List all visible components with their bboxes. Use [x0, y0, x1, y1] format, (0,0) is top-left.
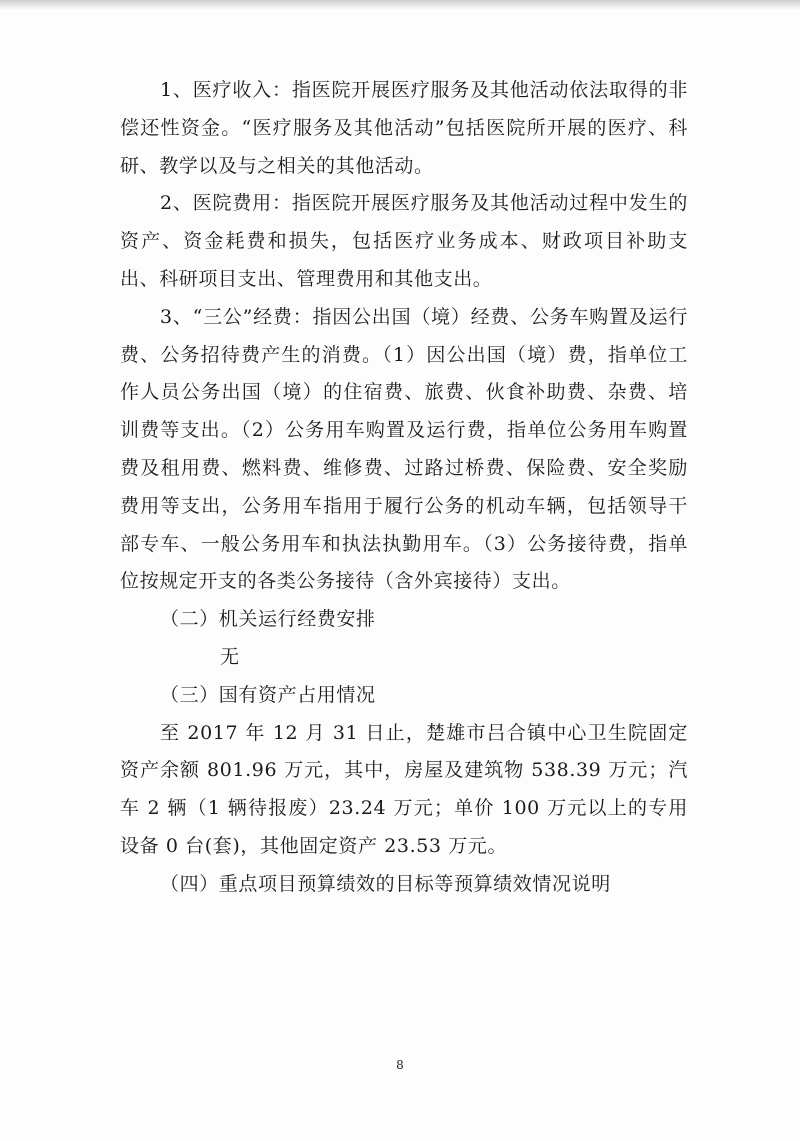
section-heading-state-assets: （三）国有资产占用情况	[160, 683, 376, 706]
paragraph-three-public-expenses: 3、“三公”经费：指因公出国（境）经费、公务车购置及运行费、公务招待费产生的消费。（1）因公出国（境）费，指单位工作人员公务出国（境）的住宿费、旅费、伙食补助费、杂费、培训费等支出。（2）公务用车购置及运行费，指单位公务用车购置费及租用费、燃料费、维修费、过路过桥费、保险费、安全奖励费用等支出，公务用车指用于履行公务的机动车辆，包括领导干部专车、一般公务用车和执法执勤用车。（3）公务接待费，指单位按规定开支的各类公务接待（含外宾接待）支出。	[120, 305, 688, 593]
scan-edge-shadow	[0, 0, 800, 10]
operating-expenses-value: 无	[220, 645, 240, 668]
paragraph-state-assets: 至 2017 年 12 月 31 日止，楚雄市吕合镇中心卫生院固定资产余额 801.96 万元，其中，房屋及建筑物 538.39 万元；汽车 2 辆（1 辆待报废）23.24 万元；单价 100 万元以上的专用设备 0 台(套)，其他固定资产 23.53 万元。	[120, 721, 688, 857]
paragraph-medical-income: 1、医疗收入：指医院开展医疗服务及其他活动依法取得的非偿还性资金。“医疗服务及其他活动”包括医院所开展的医疗、科研、教学以及与之相关的其他活动。	[120, 79, 688, 177]
section-heading-performance: （四）重点项目预算绩效的目标等预算绩效情况说明	[160, 872, 611, 895]
section-heading-operating-expenses: （二）机关运行经费安排	[160, 608, 376, 631]
document-body	[120, 72, 688, 904]
paragraph-hospital-expense: 2、医院费用：指医院开展医疗服务及其他活动过程中发生的资产、资金耗费和损失，包括医疗业务成本、财政项目补助支出、科研项目支出、管理费用和其他支出。	[120, 192, 688, 290]
page-number: 8	[396, 1058, 404, 1072]
